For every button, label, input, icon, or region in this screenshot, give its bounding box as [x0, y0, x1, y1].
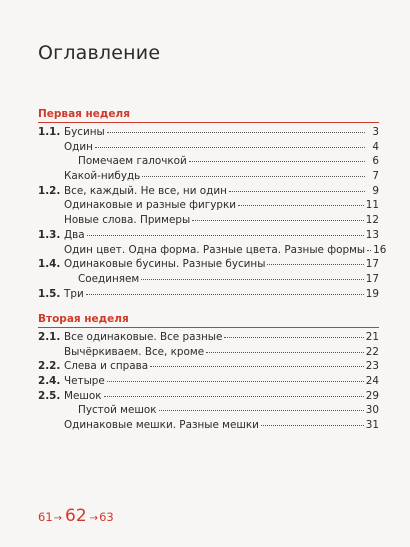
toc-entry-page: 21	[365, 331, 379, 343]
toc-entry[interactable]	[38, 389, 379, 404]
toc-entry-label: Два	[64, 228, 85, 241]
toc-entry-number: 1.5.	[38, 287, 61, 300]
toc-entry-page: 29	[365, 389, 379, 402]
dot-leader	[142, 176, 365, 177]
next-page-number[interactable]: 63	[99, 510, 114, 524]
dot-leader	[159, 410, 364, 411]
toc-entry[interactable]	[38, 169, 379, 184]
section-heading: Вторая неделя	[38, 313, 379, 328]
prev-page-number[interactable]: 61	[38, 510, 53, 524]
current-page-number: 62	[65, 506, 87, 526]
dot-leader	[86, 294, 364, 295]
toc-entry-page: 4	[372, 140, 379, 153]
toc-entry-label: Одинаковые бусины. Разные бусины	[64, 258, 266, 271]
toc-section-week-2	[38, 313, 379, 433]
toc-entry-number: 1.3.	[38, 228, 61, 241]
toc-entry[interactable]	[38, 154, 379, 169]
toc-entry-page: 11	[365, 199, 379, 212]
toc-entry[interactable]	[38, 287, 379, 302]
toc-entry[interactable]	[38, 198, 379, 213]
toc-entry-page: 13	[365, 228, 379, 241]
toc-entry[interactable]	[38, 140, 379, 155]
dot-leader	[224, 337, 363, 338]
toc-entry-page: 7	[372, 170, 379, 183]
toc-entry-page: 22	[365, 345, 379, 358]
toc-entry-label: Слева и справа	[64, 360, 149, 373]
toc-entry-page: 12	[365, 214, 379, 227]
toc-entry-label: Соединяем	[78, 272, 140, 285]
dot-leader	[150, 366, 364, 367]
dot-leader	[107, 132, 365, 133]
toc-entry[interactable]	[38, 228, 379, 243]
toc-entry-number: 1.4.	[38, 258, 61, 271]
toc-entry-label: Одинаковые и разные фигурки	[64, 199, 237, 212]
toc-entry-page: 24	[365, 375, 379, 388]
dot-leader	[367, 250, 371, 251]
toc-entry-number: 2.1.	[38, 331, 61, 343]
toc-entry-label: Одинаковые мешки. Разные мешки	[64, 419, 259, 432]
toc-entry-number: 1.1.	[38, 126, 61, 138]
toc-entry-label: Все, каждый. Не все, ни один	[64, 184, 227, 197]
section-heading: Первая неделя	[38, 108, 379, 123]
dot-leader	[141, 279, 364, 280]
toc-entry[interactable]	[38, 243, 387, 258]
toc-entry-page: 31	[365, 419, 379, 432]
toc-entry[interactable]	[38, 345, 379, 360]
toc-entry-label: Вычёркиваем. Все, кроме	[64, 345, 205, 358]
toc-entry-label: Четыре	[64, 375, 105, 388]
toc-entry[interactable]	[38, 403, 379, 418]
toc-entry-label: Один цвет. Одна форма. Разные цвета. Разные формы	[64, 243, 366, 256]
dot-leader	[206, 352, 364, 353]
dot-leader	[192, 220, 364, 221]
toc-entry[interactable]	[38, 359, 379, 374]
toc-entry-label: Мешок	[64, 389, 102, 402]
toc-entry[interactable]	[38, 184, 379, 199]
toc-entry-label: Бусины	[64, 126, 105, 138]
toc-entry[interactable]	[38, 213, 379, 228]
dot-leader	[87, 235, 364, 236]
toc-entry[interactable]	[38, 257, 379, 272]
toc-entry-number: 1.2.	[38, 184, 61, 197]
page-number-nav	[38, 506, 114, 526]
toc-entry-page: 23	[365, 360, 379, 373]
toc-entry-list	[38, 330, 379, 433]
toc-entry-number: 2.4.	[38, 375, 61, 388]
dot-leader	[229, 191, 365, 192]
toc-section-week-1	[38, 108, 387, 301]
toc-entry-page: 16	[373, 243, 387, 256]
dot-leader	[261, 425, 364, 426]
toc-entry[interactable]	[38, 374, 379, 389]
toc-entry-list	[38, 125, 387, 301]
toc-entry[interactable]	[38, 125, 379, 140]
page-title: Оглавление	[38, 42, 161, 64]
toc-entry-page: 30	[365, 404, 379, 417]
toc-entry-number: 2.2.	[38, 360, 61, 373]
toc-entry-label: Три	[64, 287, 84, 300]
toc-entry[interactable]	[38, 330, 379, 345]
dot-leader	[189, 161, 365, 162]
toc-entry[interactable]	[38, 272, 379, 287]
dot-leader	[104, 396, 364, 397]
toc-entry-label: Все одинаковые. Все разные	[64, 331, 223, 343]
arrow-right-icon: →	[53, 513, 63, 524]
dot-leader	[267, 264, 363, 265]
toc-entry-label: Какой-нибудь	[64, 170, 141, 183]
arrow-right-icon: →	[89, 513, 99, 524]
toc-entry[interactable]	[38, 418, 379, 433]
toc-entry-page: 17	[365, 258, 379, 271]
dot-leader	[95, 147, 365, 148]
toc-entry-page: 9	[372, 184, 379, 197]
toc-entry-page: 6	[372, 155, 379, 168]
toc-entry-label: Один	[64, 140, 93, 153]
toc-entry-page: 19	[365, 287, 379, 300]
dot-leader	[238, 205, 364, 206]
toc-entry-page: 17	[365, 272, 379, 285]
toc-entry-number: 2.5.	[38, 389, 61, 402]
toc-entry-page: 3	[372, 126, 379, 138]
dot-leader	[107, 381, 364, 382]
toc-entry-label: Помечаем галочкой	[78, 155, 187, 168]
toc-entry-label: Новые слова. Примеры	[64, 214, 191, 227]
toc-entry-label: Пустой мешок	[78, 404, 157, 417]
